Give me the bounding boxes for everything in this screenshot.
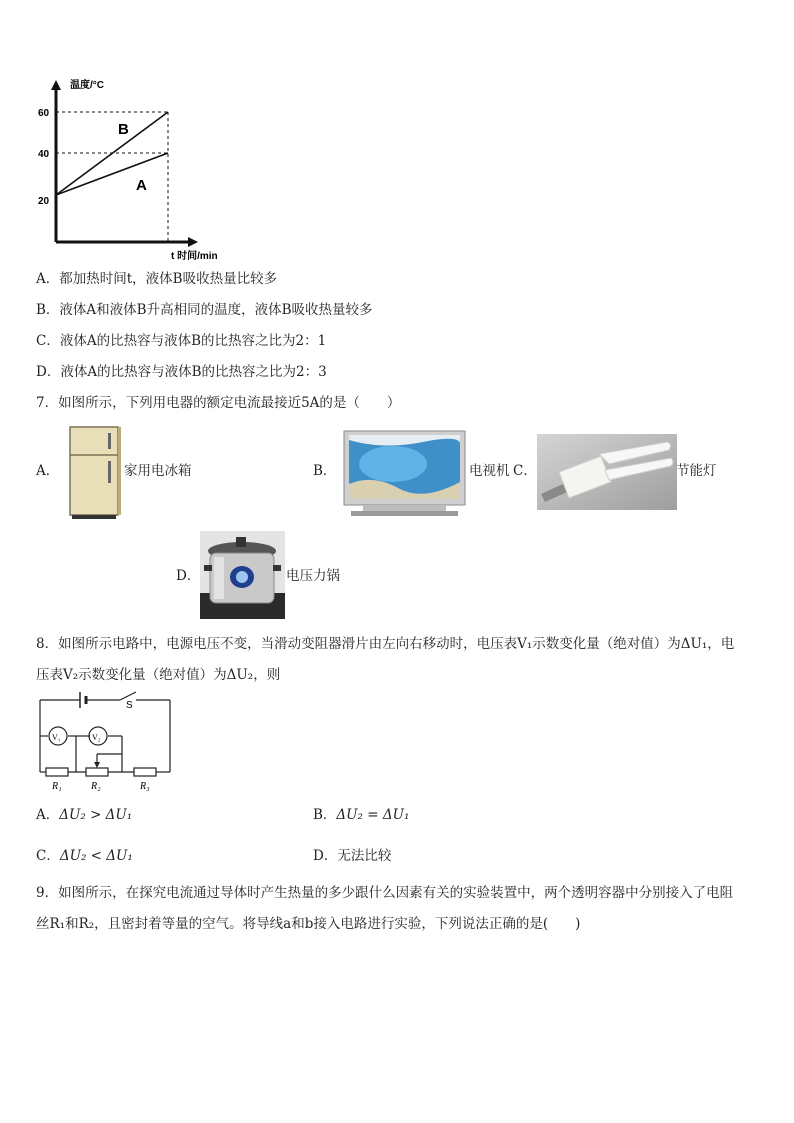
circuit-diagram bbox=[36, 688, 176, 794]
line-A bbox=[56, 153, 168, 195]
q8-option-c-letter: C． bbox=[36, 848, 60, 864]
q8-stem-line2: 压表V₂示数变化量（绝对值）为ΔU₂，则 bbox=[36, 667, 281, 683]
q7-b-letter: B． bbox=[313, 463, 337, 479]
q9-stem-line2: 丝R₁和R₂，且密封着等量的空气。将导线a和b接入电路进行实验，下列说法正确的是( ) bbox=[36, 916, 581, 932]
q8-option-d: D．无法比较 bbox=[313, 848, 392, 864]
q6-option-a: A．都加热时间t，液体B吸收热量比较多 bbox=[36, 271, 278, 287]
q7-a-letter: A． bbox=[36, 463, 60, 479]
y-axis-arrow bbox=[51, 80, 61, 90]
circuit-label-v2: V₂ bbox=[92, 733, 101, 742]
y-axis-label: 温度/°C bbox=[70, 80, 104, 91]
x-axis-arrow bbox=[188, 237, 198, 247]
q8-option-b-letter: B． bbox=[313, 807, 337, 823]
circuit-label-r2: R₂ bbox=[91, 781, 101, 792]
circuit-label-r3: R₃ bbox=[140, 781, 150, 792]
q6-option-c: C．液体A的比热容与液体B的比热容之比为2：1 bbox=[36, 333, 327, 349]
q8-option-b bbox=[313, 806, 409, 824]
pressure-cooker-image bbox=[200, 531, 285, 619]
q8-stem-line1: 8．如图所示电路中，电源电压不变，当滑动变阻器滑片由左向右移动时，电压表V₁示数变化量（绝对值）为ΔU₁，电 bbox=[36, 636, 735, 652]
q7-b-label: 电视机 bbox=[469, 463, 510, 479]
line-B bbox=[56, 112, 168, 195]
q8-option-a-letter: A． bbox=[36, 807, 60, 823]
line-A-label: A bbox=[136, 177, 147, 194]
q6-option-d: D．液体A的比热容与液体B的比热容之比为2：3 bbox=[36, 364, 327, 380]
circuit-label-r1: R₁ bbox=[52, 781, 62, 792]
q9-stem-line1: 9．如图所示，在探究电流通过导体时产生热量的多少跟什么因素有关的实验装置中，两个透明容器中分别接入了电阻 bbox=[36, 885, 734, 901]
line-B-label: B bbox=[118, 121, 129, 138]
tv-image bbox=[343, 430, 466, 518]
temperature-time-graph bbox=[30, 74, 260, 264]
q6-option-b: B．液体A和液体B升高相同的温度，液体B吸收热量较多 bbox=[36, 302, 373, 318]
q8-option-a bbox=[36, 806, 132, 824]
q7-stem: 7．如图所示，下列用电器的额定电流最接近5A的是（ ） bbox=[36, 395, 401, 411]
q8-option-c-math: ΔU₂ < ΔU₁ bbox=[59, 848, 133, 864]
graph-svg bbox=[30, 74, 260, 264]
q8-option-b-math: ΔU₂ = ΔU₁ bbox=[336, 807, 410, 823]
q7-d-letter: D． bbox=[176, 568, 201, 584]
q7-d-label: 电压力锅 bbox=[286, 568, 340, 584]
y-tick-20: 20 bbox=[38, 196, 50, 207]
q8-option-a-math: ΔU₂ > ΔU₁ bbox=[59, 807, 133, 823]
q7-a-label: 家用电冰箱 bbox=[124, 463, 192, 479]
y-tick-40: 40 bbox=[38, 149, 50, 160]
circuit-label-s: S bbox=[126, 700, 133, 711]
q7-c-label: 节能灯 bbox=[676, 463, 717, 479]
q7-c-letter: C． bbox=[513, 463, 537, 479]
fridge-image bbox=[68, 425, 122, 520]
x-axis-label: t 时间/min bbox=[171, 251, 218, 262]
y-tick-60: 60 bbox=[38, 108, 50, 119]
q8-option-c bbox=[36, 847, 133, 865]
circuit-label-v1: V₁ bbox=[52, 733, 61, 742]
energy-saving-lamp-image bbox=[537, 434, 677, 510]
